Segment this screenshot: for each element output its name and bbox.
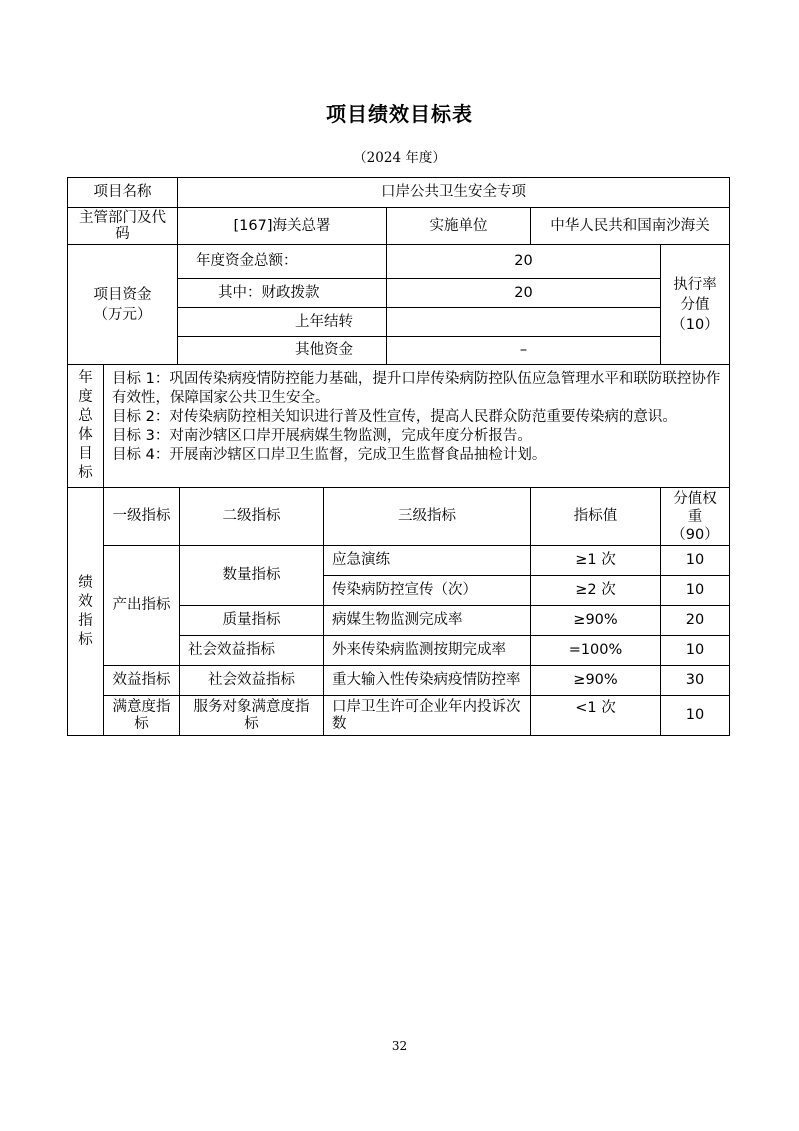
funds-total-label: 年度资金总额： xyxy=(178,245,387,279)
header-weight-cell xyxy=(661,488,730,546)
output-indicator-label: 产出指标 xyxy=(104,546,180,666)
funds-other-value: – xyxy=(387,337,661,365)
indicator-row-2-name: 传染病防控宣传（次） xyxy=(324,576,531,606)
indicators-label: 绩效指标 xyxy=(78,574,93,648)
goal-item-2: 目标 2：对传染病防控相关知识进行普及性宣传，提高人民群众防范重要传染病的意识。 xyxy=(112,409,677,425)
impl-unit-label: 实施单位 xyxy=(387,208,531,245)
indicator-row-1-value: ≥1 次 xyxy=(531,546,661,576)
page-subtitle: （2024 年度） xyxy=(353,150,446,166)
indicator-row-4-value: =100% xyxy=(531,636,661,666)
funds-other-label: 其他资金 xyxy=(178,337,387,365)
service-satisfaction-indicator-label: 服务对象满意度指标 xyxy=(180,696,324,736)
indicator-row-5-name: 重大输入性传染病疫情防控率 xyxy=(324,666,531,696)
performance-target-table xyxy=(67,177,730,736)
indicator-row-3-name: 病媒生物监测完成率 xyxy=(324,606,531,636)
header-level2: 二级指标 xyxy=(180,488,324,546)
indicator-row-3-weight: 20 xyxy=(661,606,730,636)
indicator-row-6-name: 口岸卫生许可企业年内投诉次数 xyxy=(324,696,531,736)
indicator-row-4-weight: 10 xyxy=(661,636,730,666)
header-weight: 分值权重 xyxy=(673,490,717,525)
exec-rate-cell xyxy=(661,245,730,365)
quality-indicator-label: 质量指标 xyxy=(180,606,324,636)
goal-item-1: 目标 1：巩固传染病疫情防控能力基础，提升口岸传染病防控队伍应急管理水平和联防联控协作有效性，保障国家公共卫生安全。 xyxy=(112,371,721,406)
funds-label: 项目资金 xyxy=(93,286,152,303)
indicator-row-5-weight: 30 xyxy=(661,666,730,696)
indicator-row-1-name: 应急演练 xyxy=(324,546,531,576)
header-level3: 三级指标 xyxy=(324,488,531,546)
funds-fiscal-label: 其中：财政拨款 xyxy=(178,279,387,308)
quantity-indicator-label: 数量指标 xyxy=(180,546,324,606)
benefit-social-indicator-label: 社会效益指标 xyxy=(180,666,324,696)
goals-cell xyxy=(104,365,730,488)
goal-item-3: 目标 3：对南沙辖区口岸开展病媒生物监测，完成年度分析报告。 xyxy=(112,428,532,444)
exec-rate-score: （10） xyxy=(671,316,719,333)
dept-value: [167]海关总署 xyxy=(178,208,387,245)
header-weight-total: （90） xyxy=(671,526,719,543)
indicator-row-6-value: <1 次 xyxy=(531,696,661,736)
indicator-row-4-name: 外来传染病监测按期完成率 xyxy=(324,636,531,666)
indicators-label-cell xyxy=(68,488,104,736)
indicator-row-3-value: ≥90% xyxy=(531,606,661,636)
header-level1: 一级指标 xyxy=(104,488,180,546)
exec-rate-label: 执行率分值 xyxy=(673,276,717,313)
indicator-row-5-value: ≥90% xyxy=(531,666,661,696)
funds-fiscal-value: 20 xyxy=(387,279,661,308)
funds-carryover-value xyxy=(387,308,661,337)
funds-total-value: 20 xyxy=(387,245,661,279)
output-social-indicator-label: 社会效益指标 xyxy=(180,636,324,666)
dept-label: 主管部门及代码 xyxy=(68,208,178,245)
page-title: 项目绩效目标表 xyxy=(326,102,473,126)
indicator-row-6-weight: 10 xyxy=(661,696,730,736)
indicator-row-2-weight: 10 xyxy=(661,576,730,606)
funds-unit: （万元） xyxy=(93,306,152,323)
goals-label: 年度总体目标 xyxy=(78,370,93,481)
impl-unit-value: 中华人民共和国南沙海关 xyxy=(531,208,730,245)
goal-item-4: 目标 4：开展南沙辖区口岸卫生监督，完成卫生监督食品抽检计划。 xyxy=(112,447,547,463)
goals-label-cell xyxy=(68,365,104,488)
project-name-value: 口岸公共卫生安全专项 xyxy=(178,178,730,208)
indicator-row-1-weight: 10 xyxy=(661,546,730,576)
project-name-label: 项目名称 xyxy=(68,178,178,208)
funds-carryover-label: 上年结转 xyxy=(178,308,387,337)
benefit-indicator-label: 效益指标 xyxy=(104,666,180,696)
indicator-row-2-value: ≥2 次 xyxy=(531,576,661,606)
funds-label-cell xyxy=(68,245,178,365)
satisfaction-indicator-label: 满意度指标 xyxy=(104,696,180,736)
page-number: 32 xyxy=(391,1039,408,1053)
header-value: 指标值 xyxy=(531,488,661,546)
